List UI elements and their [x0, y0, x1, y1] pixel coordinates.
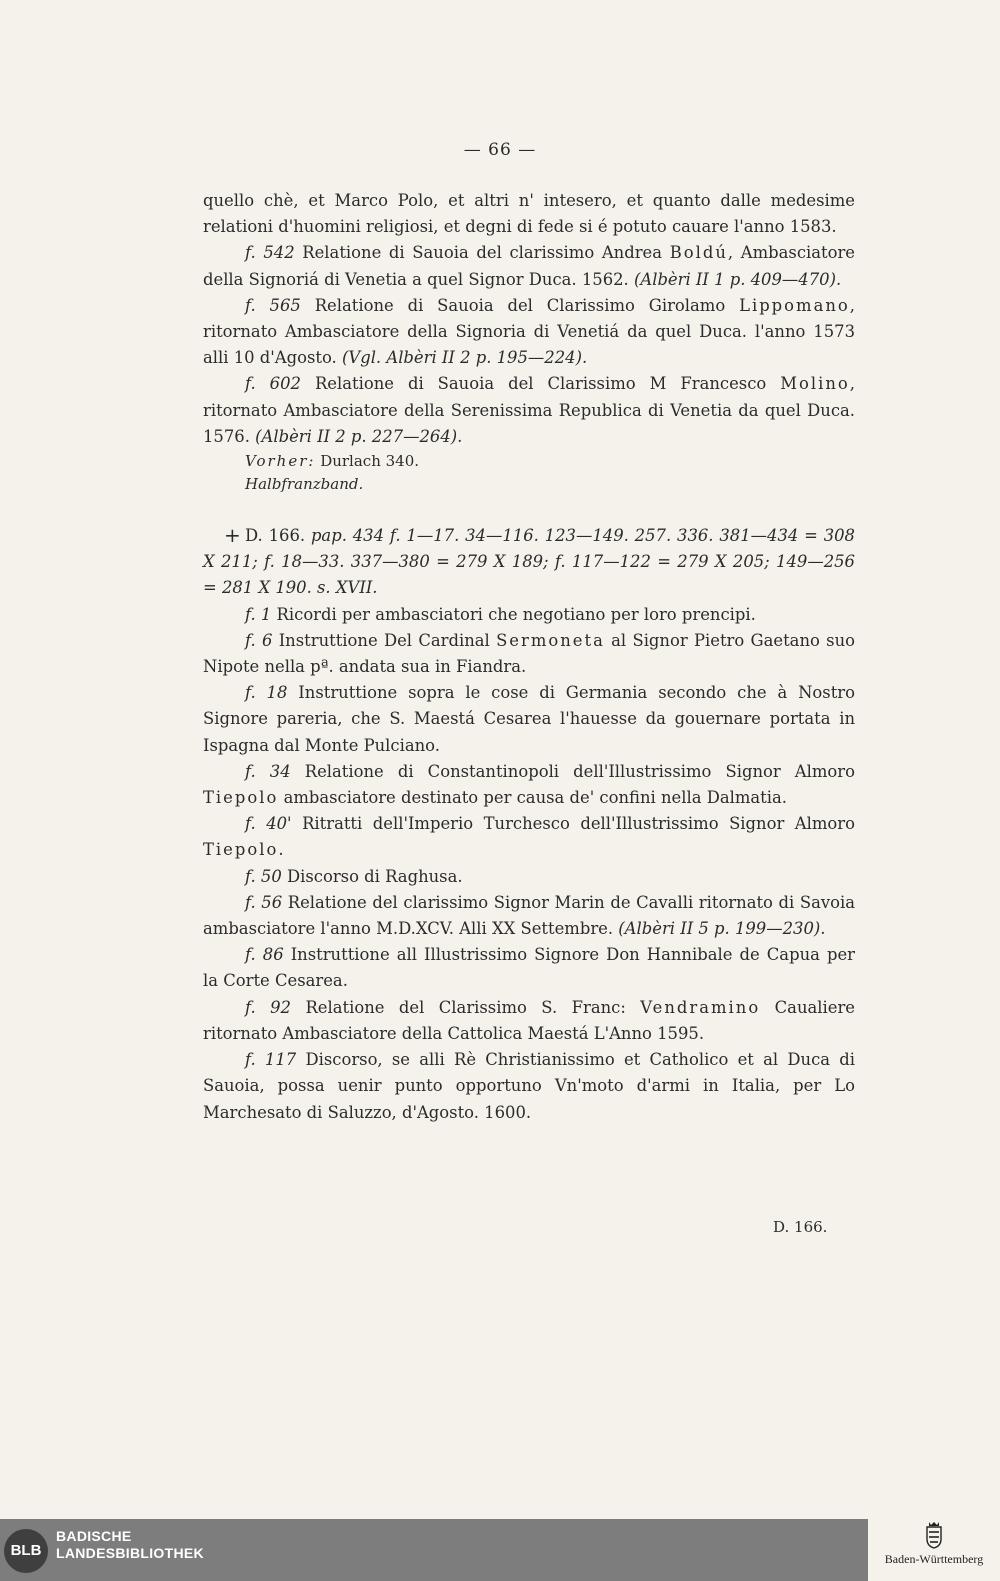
folio-ref: f. 6 [245, 630, 273, 650]
blb-logo-icon[interactable]: BLB [4, 1529, 48, 1573]
text-run: , Ambasciatore della Signoriá di Venetia a quel Signor Duca. 1562. [203, 243, 855, 289]
cross-mark: + [224, 523, 241, 548]
folio-ref: f. 18 [245, 683, 288, 703]
spaced-name: Molino [780, 374, 850, 394]
coat-of-arms-icon [924, 1521, 944, 1549]
folio-ref: f. 1 [245, 604, 272, 624]
folio-ref: f. 92 [245, 997, 291, 1017]
item-text: ambasciatore destinato per causa de' confini nella Dalmatia. [278, 788, 787, 808]
manuscript-entry-header [203, 523, 855, 602]
item-text: Instruttione sopra le cose di Germania secondo che à Nostro Signore pareria, che S. Maestá Cesarea l'hauesse da gouernare portata in Ispagna dal Monte Pulciano. [203, 683, 855, 755]
citation: (Vgl. Albèri II 2 p. 195—224). [341, 348, 588, 368]
paragraph [203, 240, 855, 292]
state-name: Baden-Württemberg [884, 1552, 984, 1566]
provenance-label: Vorher: [245, 452, 316, 471]
footer-bar [0, 1519, 1000, 1581]
item-entry [203, 890, 855, 942]
spaced-name: Tiepolo [203, 788, 279, 808]
text-run: , ritornato Ambasciatore della Signoria di Venetiá da quel Duca. l'anno 1573 alli 10 d'Agosto. [203, 295, 855, 368]
paragraph [203, 293, 855, 372]
page-number: — 66 — [463, 140, 537, 160]
item-text: Relatione del clarissimo Signor Marin de Cavalli ritornato di Savoia ambasciatore l'anno M.D.XCV. Alli XX Settembre. [203, 892, 855, 939]
provenance [203, 450, 855, 473]
folio-ref: f. 56 [245, 892, 283, 912]
provenance-value: Durlach 340. [315, 452, 420, 471]
item-entry [203, 602, 855, 628]
item-entry [203, 942, 855, 994]
item-text: al Signor Pietro Gaetano suo Nipote nella pª. andata sua in Fiandra. [203, 630, 855, 677]
folio-ref: f. 602 [245, 374, 301, 394]
item-text: Relatione del Clarissimo S. Franc: [291, 997, 641, 1017]
shelfmark: D. 166. [245, 526, 306, 546]
text-run: Relatione di Sauoia del clarissimo Andrea [294, 243, 670, 263]
item-text: Instruttione all Illustrissimo Signore Don Hannibale de Capua per la Corte Cesarea. [203, 945, 855, 991]
item-entry [203, 995, 855, 1047]
item-text: Ricordi per ambasciatori che negotiano per loro prencipi. [271, 604, 756, 624]
folio-ref: f. 40' [245, 814, 292, 834]
item-entry [203, 811, 855, 863]
spaced-name: Boldú [669, 243, 728, 263]
spaced-name: Tiepolo [203, 840, 279, 860]
library-name-line2: LANDESBIBLIOTHEK [56, 1545, 204, 1561]
paragraph [203, 371, 855, 450]
text-run: Relatione di Sauoia del Clarissimo Girolamo [300, 295, 740, 315]
citation: (Albèri II 5 p. 199—230). [618, 919, 826, 939]
citation: (Albèri II 1 p. 409—470). [633, 269, 842, 289]
item-text: Instruttione Del Cardinal [272, 630, 497, 650]
item-entry [203, 864, 855, 890]
citation: (Albèri II 2 p. 227—264). [255, 426, 463, 446]
item-text: Discorso di Raghusa. [281, 866, 463, 886]
item-entry [203, 759, 855, 811]
catchword: D. 166. [773, 1218, 828, 1236]
item-text: Caualiere ritornato Ambasciatore della Cattolica Maestá L'Anno 1595. [203, 997, 856, 1043]
folio-ref: f. 86 [245, 945, 284, 965]
spaced-name: Sermoneta [496, 630, 605, 650]
folio-ref: f. 117 [245, 1050, 297, 1070]
library-name[interactable] [56, 1528, 204, 1562]
item-text: Ritratti dell'Imperio Turchesco dell'Illustrissimo Signor Almoro [291, 814, 856, 834]
folio-ref: f. 542 [245, 243, 295, 263]
item-entry [203, 680, 855, 759]
library-name-line1: BADISCHE [56, 1528, 132, 1544]
item-entry [203, 1047, 855, 1126]
item-text: . [278, 840, 284, 860]
physical-description: pap. 434 f. 1—17. 34—116. 123—149. 257. 336. 381—434 = 308 X 211; f. 18—33. 337—380 = 279 X 189; f. 117—122 = 279 X 205; 149—256 = 281 X 190. s. XVII. [203, 526, 855, 598]
item-text: Discorso, se alli Rè Christianissimo et Catholico et al Duca di Sauoia, possa uenir punto opportuno Vn'moto d'armi in Italia, per Lo Marchesato di Saluzzo, d'Agosto. 1600. [203, 1050, 856, 1122]
text-run: Relatione di Sauoia del Clarissimo M Francesco [300, 374, 781, 394]
binding-note: Halbfranzband. [245, 475, 364, 494]
folio-ref: f. 565 [245, 295, 301, 315]
spaced-name: Vendramino [640, 997, 761, 1017]
folio-ref: f. 50 [245, 866, 282, 886]
folio-ref: f. 34 [245, 761, 291, 781]
spaced-name: Lippomano [739, 295, 850, 315]
paragraph: quello chè, et Marco Polo, et altri n' intesero, et quanto dalle medesime relationi d'huomini religiosi, et degni di fede si é potuto cauare l'anno 1583. [203, 191, 855, 237]
item-text: Relatione di Constantinopoli dell'Illustrissimo Signor Almoro [290, 761, 855, 781]
item-entry [203, 628, 855, 680]
text-run: , ritornato Ambasciatore della Serenissima Republica di Venetia da quel Duca. 1576. [203, 374, 856, 446]
state-logo[interactable] [868, 1519, 1000, 1581]
document-text [203, 188, 855, 1126]
